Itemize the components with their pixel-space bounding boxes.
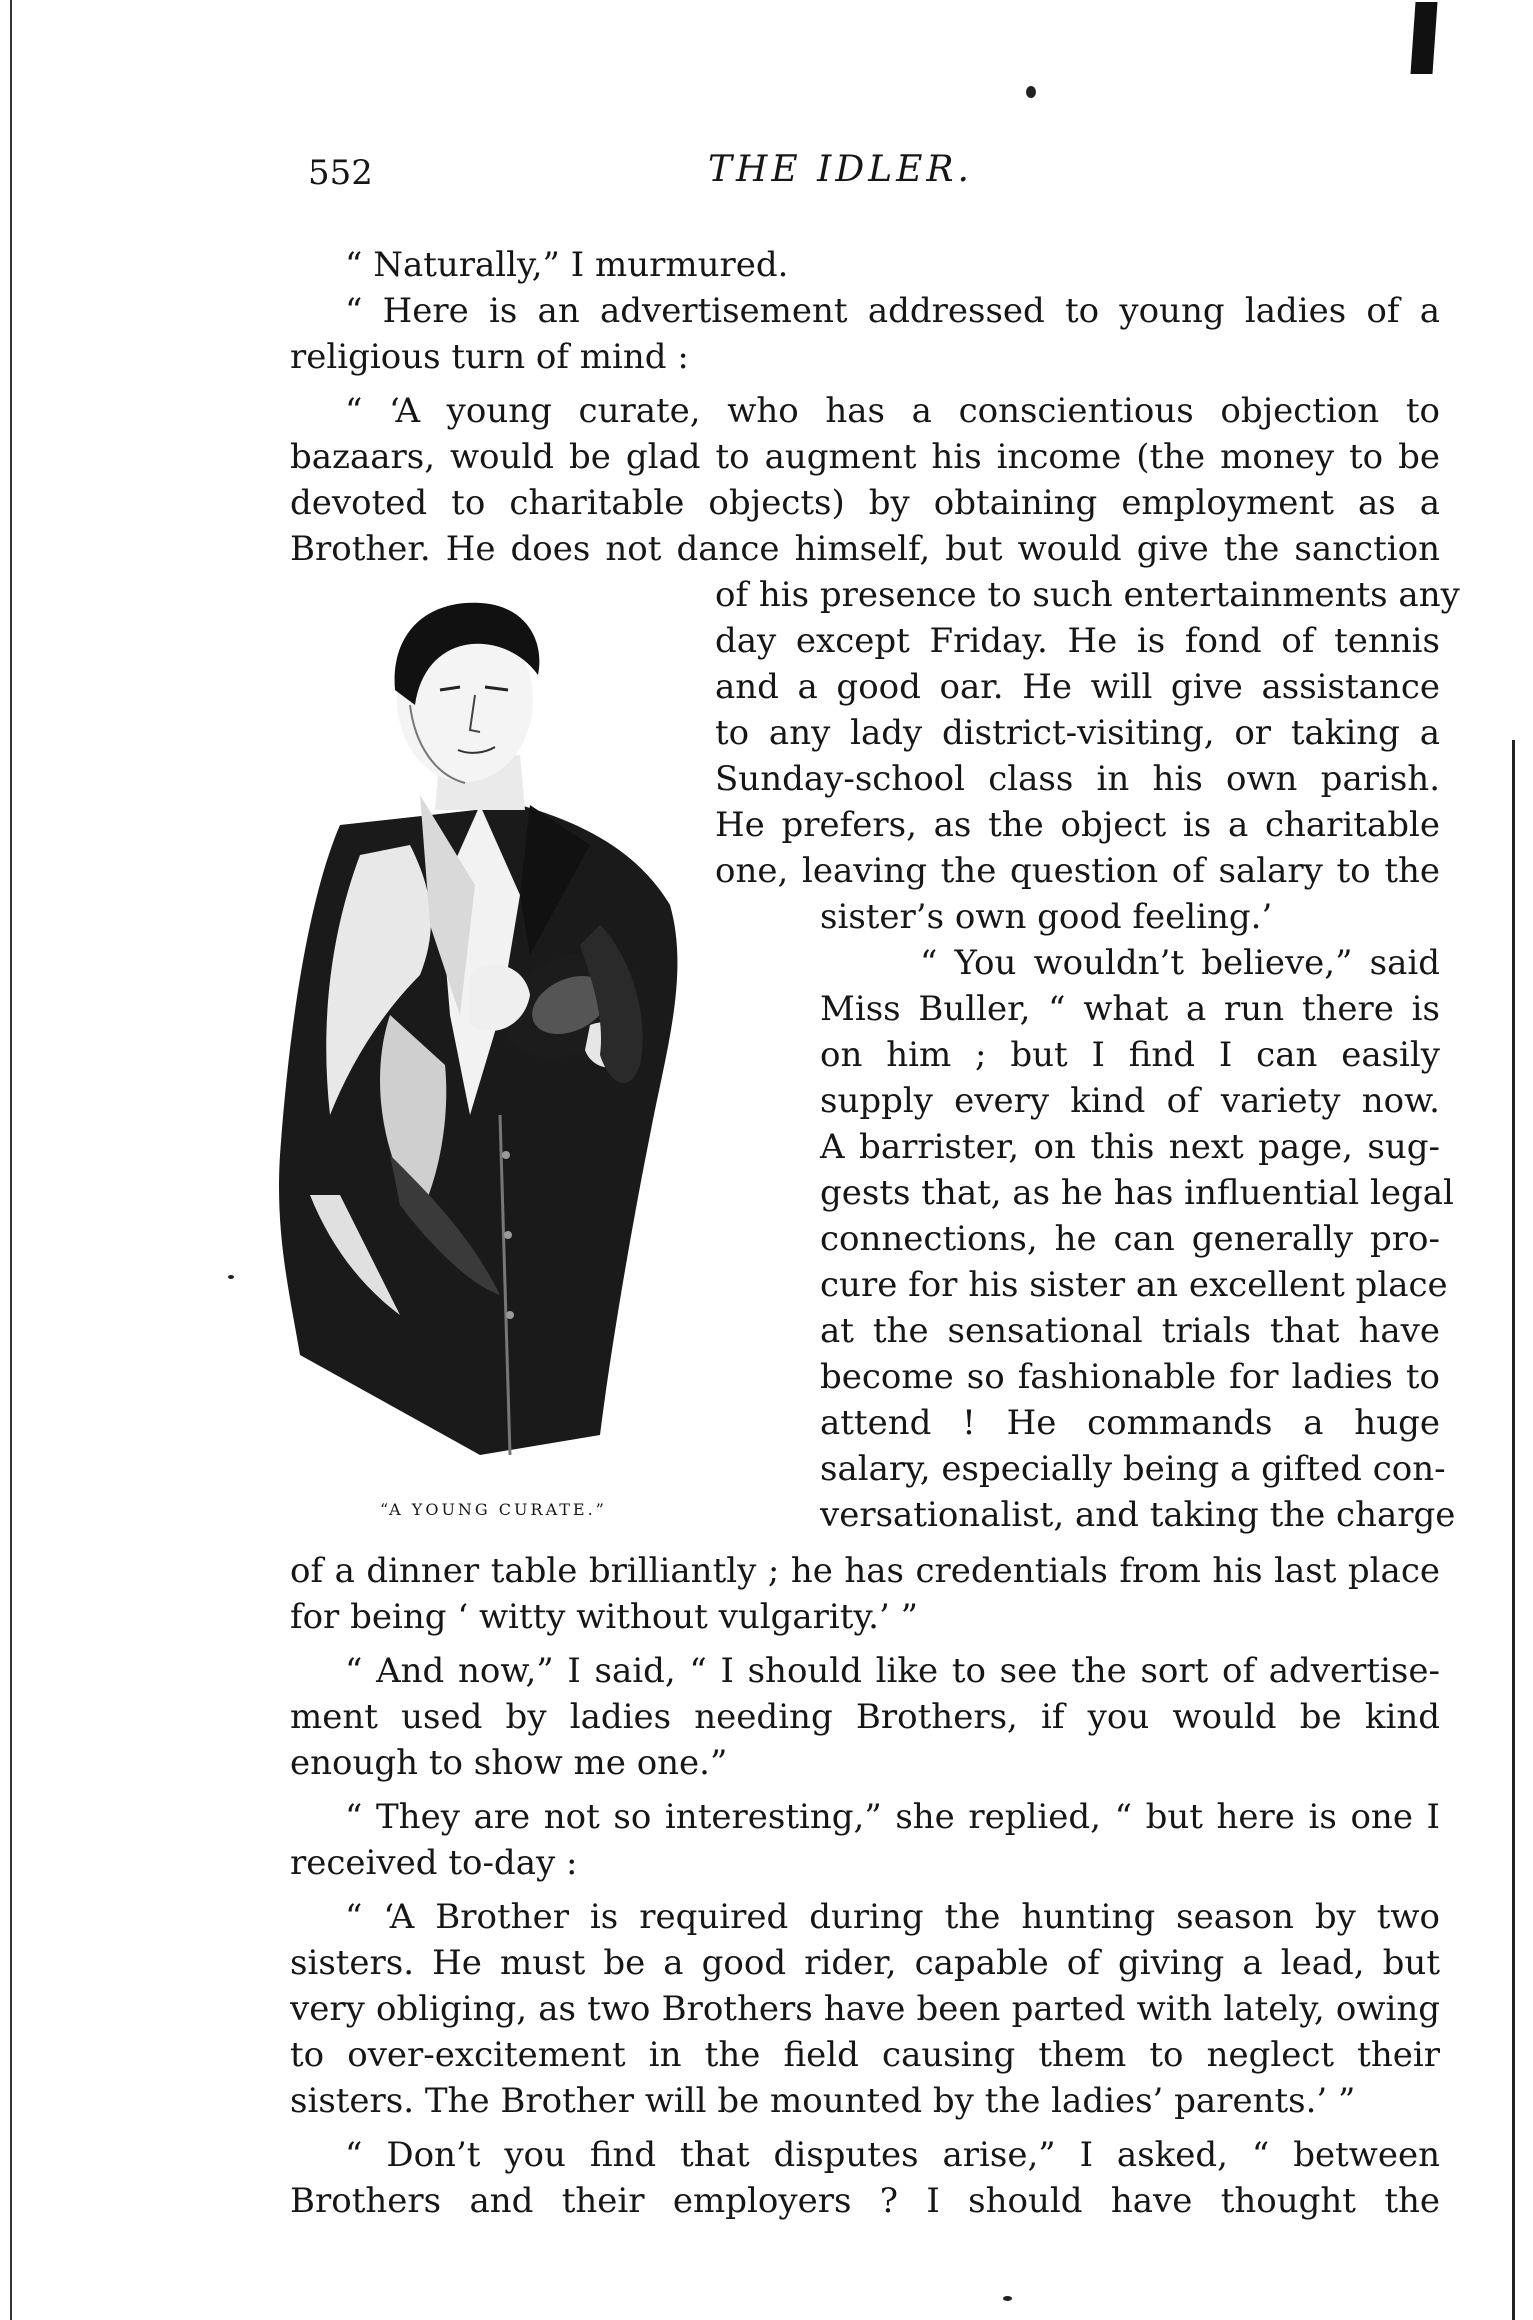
text-line: and a good oar. He will give assistance <box>715 667 1440 707</box>
text-line: gests that, as he has influential legal <box>820 1173 1454 1213</box>
scan-speck <box>228 1275 234 1279</box>
text-line: “ ‘A Brother is required during the hunting season by two <box>345 1897 1440 1937</box>
text-line: one, leaving the question of salary to the <box>715 851 1440 891</box>
text-line: attend ! He commands a huge <box>820 1403 1440 1443</box>
text-line: on him ; but I find I can easily <box>820 1035 1440 1075</box>
text-line: “ ‘A young curate, who has a conscientious objection to <box>345 391 1440 431</box>
text-line: cure for his sister an excellent place <box>820 1265 1448 1305</box>
text-line: “ They are not so interesting,” she replied, “ but here is one I <box>345 1797 1440 1837</box>
text-line: Miss Buller, “ what a run there is <box>820 989 1440 1029</box>
text-line: for being ‘ witty without vulgarity.’ ” <box>290 1597 918 1637</box>
left-margin-rule <box>10 0 12 2320</box>
text-line: of a dinner table brilliantly ; he has credentials from his last place <box>290 1551 1440 1591</box>
text-line: salary, especially being a gifted con- <box>820 1449 1446 1489</box>
text-line: sister’s own good feeling.’ <box>820 897 1273 937</box>
text-line: ment used by ladies needing Brothers, if you would be kind <box>290 1697 1440 1737</box>
text-line: Sunday-school class in his own parish. <box>715 759 1440 799</box>
right-margin-rule <box>1512 740 1515 2320</box>
text-line: Brother. He does not dance himself, but would give the sanction <box>290 529 1440 569</box>
text-line: sisters. The Brother will be mounted by the ladies’ parents.’ ” <box>290 2081 1356 2121</box>
text-line: to over-excitement in the field causing them to neglect their <box>290 2035 1440 2075</box>
text-line: versationalist, and taking the charge <box>820 1495 1456 1535</box>
text-line: devoted to charitable objects) by obtaining employment as a <box>290 483 1440 523</box>
curate-engraving <box>270 595 790 1495</box>
text-line: received to-day : <box>290 1843 578 1883</box>
text-line: religious turn of mind : <box>290 337 689 377</box>
text-line: day except Friday. He is fond of tennis <box>715 621 1440 661</box>
page-header <box>290 143 1445 203</box>
young-curate-illustration <box>270 595 790 1495</box>
running-title: THE IDLER. <box>708 149 973 190</box>
scan-speck <box>1026 86 1036 98</box>
page-number: 552 <box>308 153 373 193</box>
text-line: “ Don’t you find that disputes arise,” I asked, “ between <box>345 2135 1440 2175</box>
text-line: bazaars, would be glad to augment his income (the money to be <box>290 437 1440 477</box>
text-line: He prefers, as the object is a charitable <box>715 805 1440 845</box>
figure-caption: “A YOUNG CURATE.” <box>380 1500 607 1519</box>
text-line: to any lady district-visiting, or taking a <box>715 713 1440 753</box>
text-line: “ And now,” I said, “ I should like to see the sort of advertise- <box>345 1651 1440 1691</box>
text-line: connections, he can generally pro- <box>820 1219 1440 1259</box>
scan-speck <box>1003 2296 1012 2301</box>
text-line: sisters. He must be a good rider, capable of giving a lead, but <box>290 1943 1440 1983</box>
text-line: “ You wouldn’t believe,” said <box>920 943 1440 983</box>
text-line: “ Naturally,” I murmured. <box>345 245 789 285</box>
text-line: supply every kind of variety now. <box>820 1081 1440 1121</box>
text-line: enough to show me one.” <box>290 1743 728 1783</box>
text-line: Brothers and their employers ? I should have thought the <box>290 2181 1440 2221</box>
text-line: at the sensational trials that have <box>820 1311 1440 1351</box>
text-line: very obliging, as two Brothers have been parted with lately, owing <box>290 1989 1440 2029</box>
text-line: “ Here is an advertisement addressed to young ladies of a <box>345 291 1440 331</box>
scan-corner-mark <box>1410 2 1437 74</box>
text-line: A barrister, on this next page, sug- <box>820 1127 1440 1167</box>
text-line: become so fashionable for ladies to <box>820 1357 1440 1397</box>
text-line: of his presence to such entertainments any <box>715 575 1460 615</box>
